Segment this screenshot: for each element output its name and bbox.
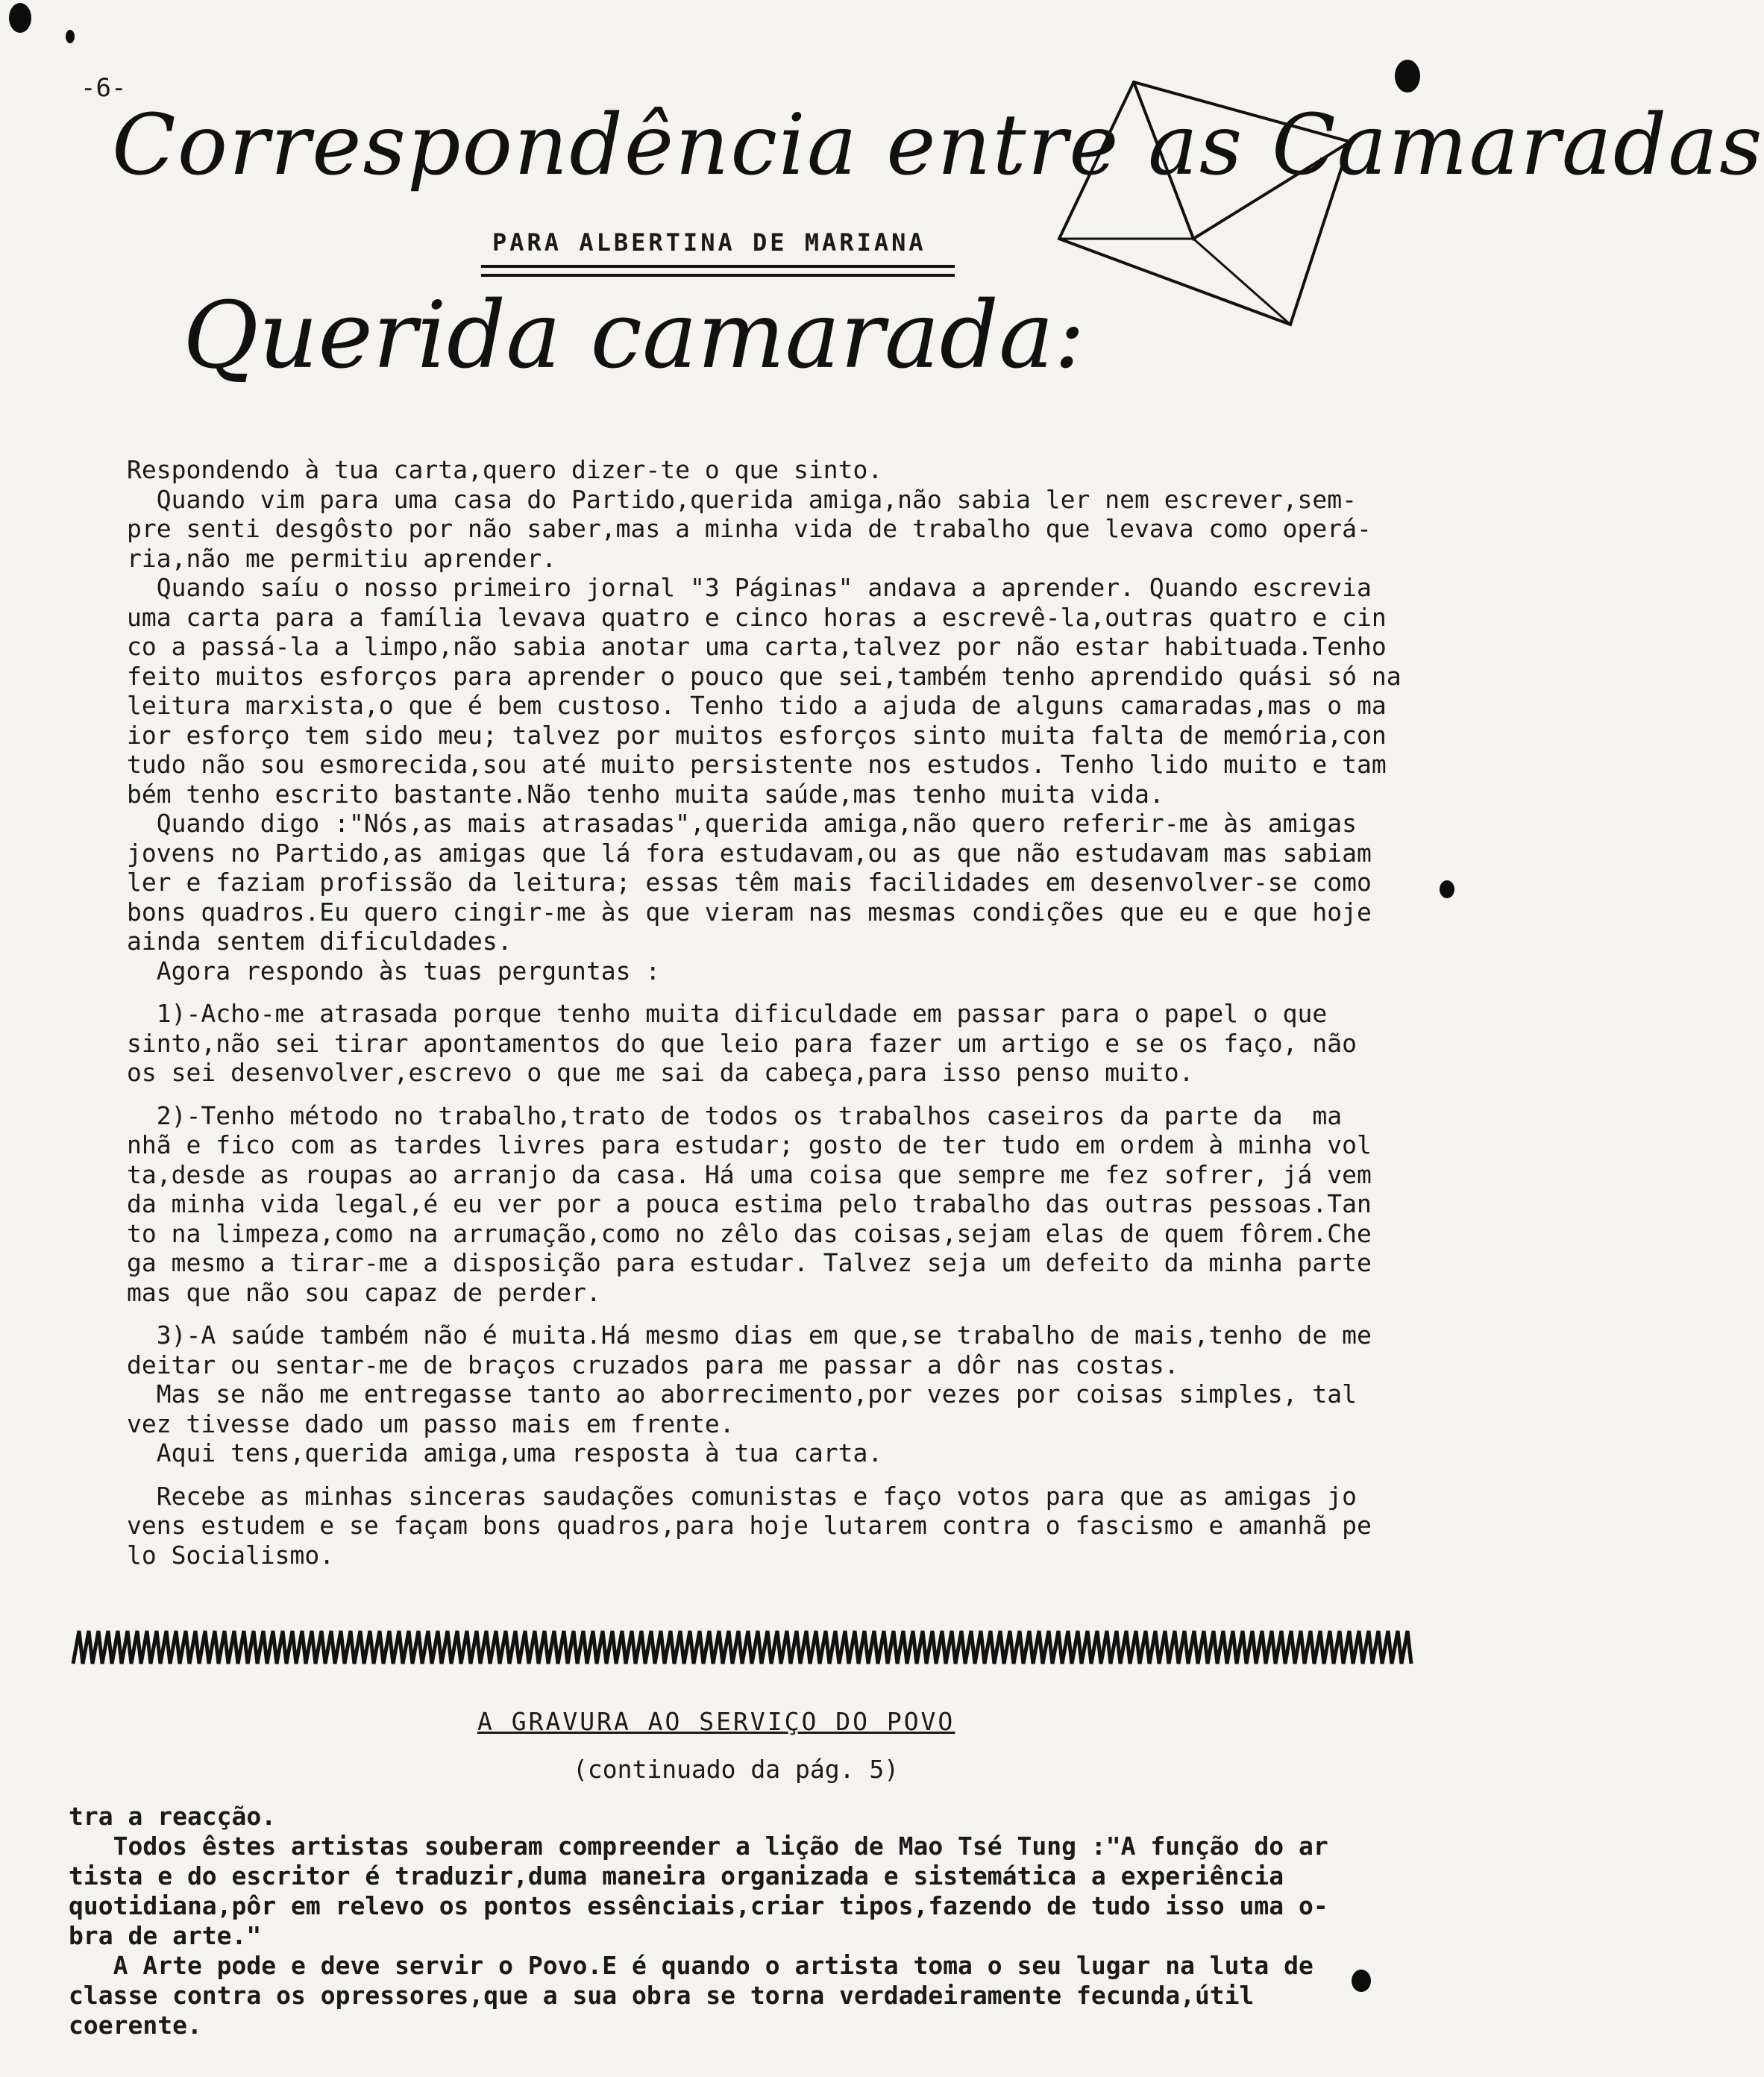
letter-paragraph: Mas se não me entregasse tanto ao aborrecimento,por vezes por coisas simples, tal vez tivesse dado um passo mais em frente.	[127, 1379, 1357, 1438]
ink-blot	[1395, 60, 1420, 93]
spacer	[127, 1088, 1395, 1101]
article-paragraph: A Arte pode e deve servir o Povo.E é quando o artista toma o seu lugar na luta de classe contra os opressores,que a sua obra se torna verdadeiramente fecunda,útil coerente.	[69, 1951, 1313, 2040]
ink-blot	[66, 30, 75, 43]
subtitle-rule-top	[481, 265, 955, 268]
spacer	[127, 986, 1395, 999]
article-title: A GRAVURA AO SERVIÇO DO POVO	[477, 1707, 955, 1736]
letter-paragraph: Quando vim para uma casa do Partido,querida amiga,não sabia ler nem escrever,sem- pre senti desgôsto por não saber,mas a minha vida de trabalho que levava como operá- ria,não me permitiu aprender.	[127, 484, 1372, 573]
article-paragraph: tra a reacção.	[69, 1802, 277, 1831]
subtitle-rule-bottom	[481, 274, 955, 277]
ink-blot	[9, 3, 31, 33]
letter-paragraph: Aqui tens,querida amiga,uma resposta à tua carta.	[127, 1438, 883, 1467]
article-body	[69, 1802, 1411, 2040]
spacer	[127, 1468, 1395, 1482]
zigzag-divider	[73, 1626, 1401, 1671]
letter-paragraph: Recebe as minhas sinceras saudações comunistas e faço votos para que as amigas jo vens estudem e se façam bons quadros,para hoje lutarem contra o fascismo e amanhã pe lo Socialismo.	[127, 1481, 1372, 1570]
ink-blot	[1352, 1970, 1371, 1992]
letter-paragraph: 1)-Acho-me atrasada porque tenho muita dificuldade em passar para o papel o que sinto,não sei tirar apontamentos do que leio para fazer um artigo e se os faço, não os sei desenvolver,escrevo o que me sai da cabeça,para isso penso muito.	[127, 999, 1357, 1087]
page-number: -6-	[81, 73, 127, 103]
letter-paragraph: Respondendo à tua carta,quero dizer-te o que sinto.	[127, 455, 883, 484]
letter-paragraph: Quando saíu o nosso primeiro jornal "3 Páginas" andava a aprender. Quando escrevia uma carta para a família levava quatro e cinco horas a escrevê-la,outras quatro e cin co a passá-la a limpo,não sabia anotar uma carta,talvez por não estar habituada.Tenho feito muitos esforços para aprender o pouco que sei,também tenho aprendido quási só na leitura marxista,o que é bem custoso. Tenho tido a ajuda de alguns camaradas,mas o ma ior esforço tem sido meu; talvez por muitos esforços sinto muita falta de memória,con tudo não sou esmorecida,sou até muito persistente nos estudos. Tenho lido muito e tam bém tenho escrito bastante.Não tenho muita saúde,mas tenho muita vida.	[127, 573, 1402, 809]
envelope-icon	[1044, 67, 1357, 336]
letter-paragraph: Quando digo :"Nós,as mais atrasadas",querida amiga,não quero referir-me às amigas jovens no Partido,as amigas que lá fora estudavam,ou as que não estudavam mas sabiam ler e faziam profissão da leitura; essas têm mais facilidades em desenvolver-se como bons quadros.Eu quero cingir-me às que vieram nas mesmas condições que eu e que hoje ainda sentem dificuldades.	[127, 809, 1372, 956]
ink-blot	[1440, 880, 1454, 898]
header-title: Correspondência entre as Camaradas	[112, 97, 1764, 194]
letter-body	[127, 455, 1402, 1570]
greeting: Querida camarada:	[183, 282, 1085, 389]
article-paragraph: Todos êstes artistas souberam compreender a lição de Mao Tsé Tung :"A função do ar tista e do escritor é traduzir,duma maneira organizada e sistemática a experiência quotidiana,pôr em relevo os pontos essênciais,criar tipos,fazendo de tudo isso uma o- bra de arte."	[69, 1832, 1328, 1950]
article-continuation: (continuado da pág. 5)	[573, 1755, 900, 1784]
letter-paragraph: 2)-Tenho método no trabalho,trato de todos os trabalhos caseiros da parte da ma nhã e fico com as tardes livres para estudar; gosto de ter tudo em ordem à minha vol ta,desde as roupas ao arranjo da casa. Há uma coisa que sempre me fez sofrer, já vem da minha vida legal,é eu ver por a pouca estima pelo trabalho das outras pessoas.Tan to na limpeza,como na arrumação,como no zêlo das coisas,sejam elas de quem fôrem.Che ga mesmo a tirar-me a disposição para estudar. Talvez seja um defeito da minha parte mas que não sou capaz de perder.	[127, 1100, 1372, 1307]
spacer	[127, 1307, 1395, 1321]
letter-paragraph: Agora respondo às tuas perguntas :	[127, 956, 661, 986]
letter-paragraph: 3)-A saúde também não é muita.Há mesmo dias em que,se trabalho de mais,tenho de me deitar ou sentar-me de braços cruzados para me passar a dôr nas costas.	[127, 1321, 1372, 1379]
subtitle: PARA ALBERTINA DE MARIANA	[492, 228, 926, 257]
